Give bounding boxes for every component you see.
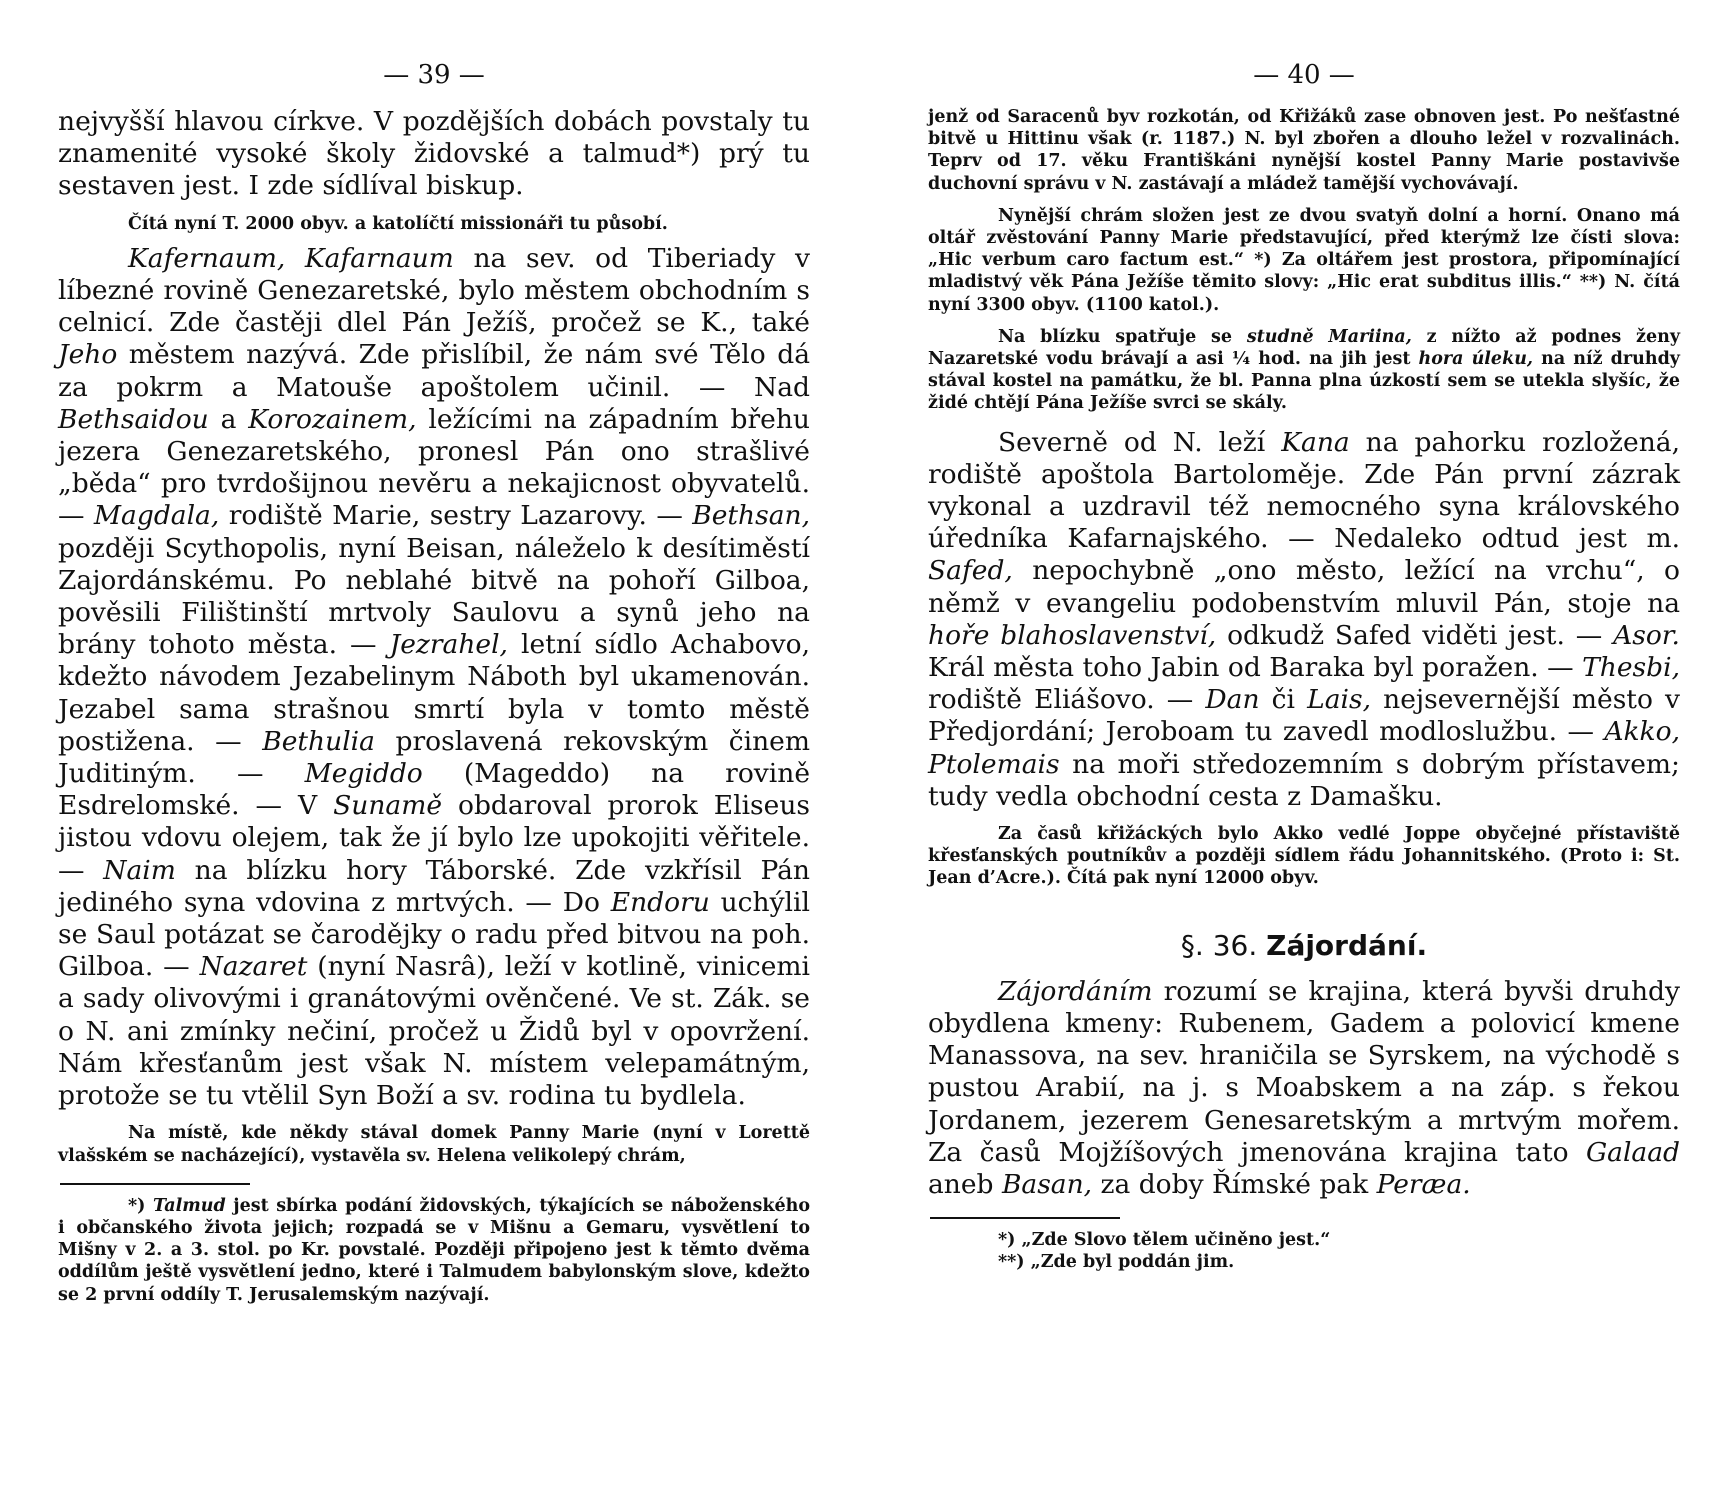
- small-print-note: jenž od Saracenů byv rozkotán, od Křižáků zase obnoven jest. Po nešťastné bitvě u Hittinu však (r. 1187.) N. byl zbořen a dlouho ležel v rozvalinách. Teprv od 17. věku Františkáni nynější kostel Panny Marie postavivše duchovní správu v N. zastávají a mládež tamější vychovávají.: [928, 107, 1680, 194]
- text-run: aneb: [928, 1168, 1002, 1200]
- text-run: Na místě, kde někdy stával domek Panny Marie (nyní v Lorettě vlašském se nacházející), vystavěla sv. Helena velikolepý chrám,: [58, 1123, 810, 1166]
- text-run: rodiště Marie, sestry Lazarovy. —: [219, 500, 693, 532]
- text-run: uchýlil se Saul potázat se čarodějky o radu před bitvou na poh. Gilboa. —: [58, 886, 810, 983]
- section-title: Zájordání.: [1266, 928, 1428, 962]
- italic-term: Bethulia: [262, 725, 375, 757]
- small-print-note: [928, 823, 1680, 890]
- text-run: *): [128, 1195, 153, 1216]
- italic-term: Dan: [1205, 684, 1260, 716]
- text-run: jest sbírka podání židovských, týkajících se náboženského i občanského života jejich; rozpadá se v Mišnu a Gemaru, vysvětlení to Mišny v 2. a 3. stol. po Kr. povstalé. Později připojeno jest k těmto dvěma oddílům ještě vysvětlení jedno, které i Talmudem babylonským slove, kdežto se 2 první oddíly T. Jerusalemským nazývají.: [58, 1195, 810, 1305]
- italic-term: Asor.: [1613, 619, 1680, 651]
- text-run: nejsevernější město v Předjordání; Jeroboam tu zavedl modloslužbu. —: [928, 684, 1680, 748]
- small-print-note: Čítá nyní T. 2000 obyv. a katolíčtí missionáři tu působí.: [128, 213, 668, 234]
- text-run: za doby Římské pak: [1092, 1168, 1377, 1200]
- text-run: Severně od N. leží: [998, 426, 1282, 458]
- footnote-divider: [930, 1217, 1120, 1219]
- italic-term: Korozainem,: [248, 403, 417, 435]
- footnote-divider: [60, 1183, 250, 1185]
- text-run: na pahorku rozložená, rodiště apoštola Bartoloměje. Zde Pán první zázrak vykonal a uzdravil též nemocného syna královského úředníka Kafarnajského. — Nedaleko odtud jest m.: [928, 426, 1680, 555]
- italic-term: Safed,: [928, 555, 1013, 587]
- text-run: na blízku hory Táborské. Zde vzkřísil Pán jediného syna vdovina z mrtvých. — Do: [58, 854, 810, 918]
- italic-term: Akko, Ptolemais: [928, 716, 1680, 780]
- italic-term: Nazaret: [199, 951, 308, 983]
- right-page: [928, 58, 1680, 1274]
- footnote: [58, 1195, 810, 1306]
- paragraph: [928, 427, 1680, 813]
- left-page: [58, 58, 810, 1306]
- page-number: — 40 —: [1253, 60, 1355, 90]
- text-run: z nížto až podnes ženy Nazaretské vodu brávají a asi ¼ hod. na jih jest: [928, 326, 1681, 370]
- italic-term: Kafernaum, Kafarnaum: [128, 242, 454, 274]
- italic-term: Bethsaidou: [58, 403, 209, 435]
- small-print-note: [58, 1122, 810, 1166]
- italic-term: studně Mariina,: [1246, 326, 1412, 347]
- italic-term: Sunamě: [333, 790, 443, 822]
- small-print-note: Nynější chrám složen jest ze dvou svatyň dolní a horní. Onano má oltář zvěstování Panny Marie představující, před kterýmž lze čísti slova: „Hic verbum caro factum est.“ *) Za oltářem jest prostora, připomínající mladistvý věk Pána Ježíše těmito slovy: „Hic erat subditus illis.“ **) N. čítá nyní 3300 obyv. (1100 katol.).: [928, 205, 1680, 315]
- text-run: ležícími na západním břehu jezera Genezaretského, pronesl Pán ono strašlivé „běda“ pro tvrdošijnou nevěru a nekajicnost obyvatelů. —: [58, 403, 810, 532]
- italic-term: Galaad: [1585, 1136, 1680, 1168]
- text-run: na moři středozemním s dobrým přístavem; tudy vedla obchodní cesta z Damašku.: [928, 748, 1680, 812]
- text-run: městem nazývá. Zde přislíbil, že nám své Tělo dá za pokrm a Matouše apoštolem učinil. — Nad: [58, 339, 810, 403]
- text-run: na níž druhdy stával kostel na památku, že bl. Panna plna úzkostí sem se utekla slyšíc, že židé chtějí Pána Ježíše svrci se skály.: [928, 349, 1680, 414]
- italic-term: Peræa.: [1376, 1168, 1471, 1200]
- italic-term: Kana: [1281, 426, 1350, 458]
- text-run: rozumí se krajina, která byvši druhdy obydlena kmeny: Rubenem, Gadem a polovicí kmene Manassova, na sev. hraničila se Syrskem, na východě s pustou Arabií, na j. s Moabskem a na záp. s řekou Jordanem, jezerem Genesaretským a mrtvým mořem. Za časů Mojžíšových jmenována krajina tato: [928, 975, 1680, 1168]
- text-run: obdaroval prorok Eliseus jistou vdovu olejem, tak že jí bylo lze upokojiti věřitele. —: [58, 790, 810, 886]
- text-run: a: [208, 403, 249, 435]
- text-run: nepochybně „ono město, ležící na vrchu“, o němž v evangeliu podobenstvím mluvil Pán, stoje na: [928, 555, 1680, 619]
- footnote: *) „Zde Slovo tělem učiněno jest.“: [998, 1230, 1331, 1251]
- italic-term: Talmud: [152, 1195, 226, 1216]
- section-number: §. 36.: [1180, 928, 1267, 962]
- italic-term: hora úleku,: [1418, 349, 1534, 370]
- paragraph: [928, 976, 1680, 1201]
- text-run: (Mageddo) na rovině Esdrelomské. — V: [58, 758, 810, 822]
- italic-term: Lais,: [1307, 684, 1372, 716]
- text-run: Za časů křižáckých bylo Akko vedlé Joppe obyčejné přístaviště křesťanských poutníkův a později sídlem řádu Johannitského. (Proto i: St. Jean d’Acre.). Čítá pak nyní 12000 obyv.: [928, 824, 1680, 889]
- italic-term: Megiddo: [304, 758, 423, 790]
- italic-term: Jezrahel,: [389, 629, 508, 661]
- italic-term: Naim: [103, 854, 176, 886]
- text-run: či: [1259, 684, 1308, 716]
- section-heading: [928, 928, 1680, 964]
- text-run: na sev. od Tiberiady v líbezné rovině Genezaretské, bylo městem obchodním s celnicí. Zde častěji dlel Pán Ježíš, pročež se K., také: [58, 242, 810, 339]
- small-print-note: [928, 326, 1680, 415]
- text-run: letní sídlo Achabovo, kdežto návodem Jezabelinym Náboth byl ukamenován. Jezabel sama strašnou smrtí byla v tomto městě postižena. —: [58, 629, 810, 757]
- text-run: odkudž Safed viděti jest. —: [1216, 619, 1614, 651]
- paragraph: [58, 243, 810, 1112]
- italic-term: hoře blahoslavenství,: [928, 619, 1217, 651]
- italic-term: Bethsan,: [692, 500, 810, 532]
- italic-term: Thesbi,: [1582, 652, 1680, 684]
- italic-term: Magdala,: [93, 500, 220, 532]
- italic-term: Zájordáním: [998, 975, 1153, 1007]
- text-run: (nyní Nasrâ), leží v kotlině, vinicemi a sady olivovými i granátovými ověnčené. Ve st. Zák. se o N. ani zmínky nečiní, pročež u Židů byl v opovržení. Nám křesťanům jest však N. místem velepamátným, protože se tu vtělil Syn Boží a sv. rodina tu bydlela.: [58, 951, 811, 1112]
- italic-term: Endoru: [610, 886, 710, 918]
- text-run: později Scythopolis, nyní Beisan, náleželo k desítiměstí Zajordánskému. Po neblahé bitvě na pohoří Gilboa, pověsili Filištinští mrtvoly Saulovu a synů jeho na brány tohoto města. —: [58, 532, 810, 661]
- italic-term: Basan,: [1001, 1168, 1093, 1200]
- text-run: rodiště Eliášovo. —: [928, 684, 1206, 716]
- page-number: — 39 —: [383, 60, 485, 90]
- footnote: **) „Zde byl poddán jim.: [998, 1252, 1235, 1273]
- text-run: Na blízku spatřuje se: [998, 326, 1247, 347]
- text-run: Král města toho Jabin od Baraka byl poražen. —: [928, 652, 1583, 684]
- text-run: proslavená rekovským činem Juditiným. —: [58, 725, 810, 790]
- italic-term: Jeho: [58, 339, 118, 371]
- paragraph: nejvyšší hlavou církve. V pozdějších dobách povstaly tu znamenité vysoké školy židovské a talmud*) prý tu sestaven jest. I zde sídlíval biskup.: [58, 106, 810, 202]
